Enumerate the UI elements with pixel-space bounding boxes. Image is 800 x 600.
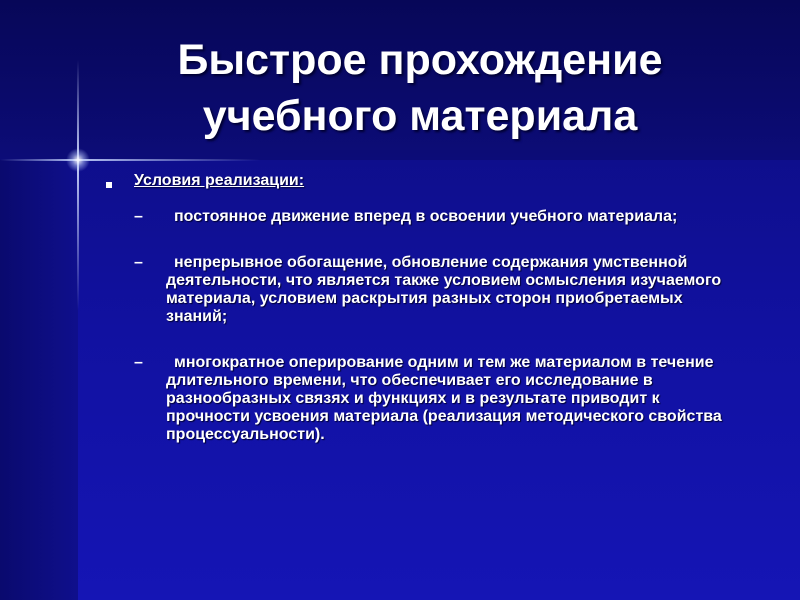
list-item-text: постоянное движение вперед в освоении учебного материала; <box>174 208 678 225</box>
list-item-text: непрерывное обогащение, обновление содержания умственной деятельности, что является также условием осмысления изучаемого материала, условием раскрытия разных сторон приобретаемых знаний; <box>166 254 722 325</box>
list-item <box>134 354 740 444</box>
vertical-glow-line <box>77 60 79 310</box>
conditions-heading: Условия реализации: <box>134 172 305 189</box>
list-item-text: многократное оперирование одним и тем же материалом в течение длительного времени, что обеспечивает его исследование в разнообразных связях и функциях и в результате приводит к прочности усвоения материала (реализация методического свойства процессуальности). <box>166 354 722 443</box>
list-item <box>134 254 740 326</box>
slide-title: Быстрое прохождение учебного материала <box>177 36 663 140</box>
dash-bullet-icon: – <box>134 354 143 371</box>
slide-content <box>100 172 740 472</box>
list-item <box>134 208 740 226</box>
dash-bullet-icon: – <box>134 208 143 225</box>
dash-bullet-icon: – <box>134 254 143 271</box>
conditions-list <box>100 208 740 444</box>
left-side-band <box>0 160 78 600</box>
square-bullet-icon <box>106 182 112 188</box>
star-flare-icon <box>66 148 90 172</box>
horizontal-glow-line <box>0 159 260 161</box>
conditions-bullet <box>100 172 740 190</box>
